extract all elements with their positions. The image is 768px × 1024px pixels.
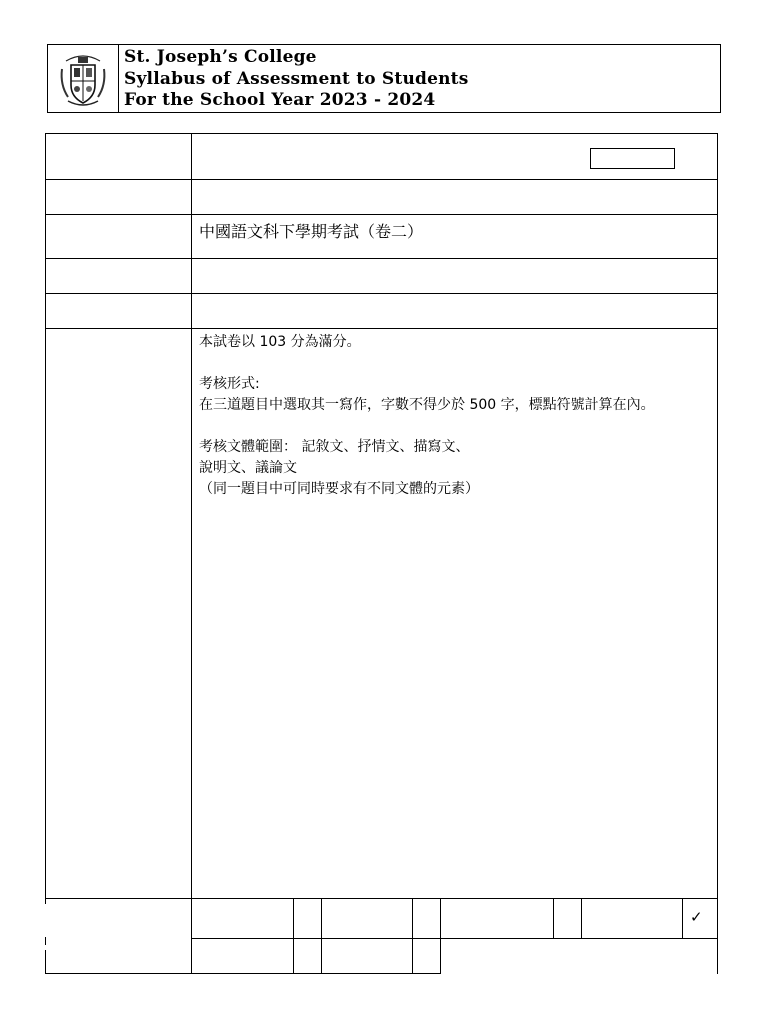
grid-line	[45, 950, 46, 974]
row-divider	[45, 973, 192, 974]
school-name: St. Joseph’s College	[124, 47, 317, 67]
exam-title: 中國語文科下學期考試（卷二）	[199, 222, 424, 241]
grid-line	[581, 898, 582, 939]
school-year: For the School Year 2023 - 2024	[124, 90, 436, 110]
row-divider	[45, 328, 718, 329]
format-text: 在三道題目中選取其一寫作，字數不得少於 500 字，標點符號計算在內。	[199, 397, 655, 413]
row-divider	[45, 898, 718, 899]
row-divider	[45, 179, 718, 180]
row-divider	[191, 938, 718, 939]
genres-note: （同一題目中可同時要求有不同文體的元素）	[199, 481, 479, 497]
grid-line	[293, 898, 294, 974]
row-divider	[191, 973, 441, 974]
grid-line	[682, 898, 683, 939]
school-crest-logo	[58, 51, 108, 107]
grid-line	[45, 898, 46, 904]
table-right-border	[717, 133, 718, 899]
syllabus-title: Syllabus of Assessment to Students	[124, 68, 469, 89]
grid-line	[321, 898, 322, 974]
format-label: 考核形式:	[199, 376, 260, 392]
grid-line	[717, 898, 718, 974]
table-top-border	[45, 133, 718, 134]
row-divider	[45, 258, 718, 259]
grid-line	[45, 937, 46, 945]
grid-line	[553, 898, 554, 939]
table-column-divider	[191, 133, 192, 974]
blank-box	[590, 148, 675, 169]
table-left-border	[45, 133, 46, 899]
row-divider	[45, 214, 718, 215]
header-title-block	[124, 47, 469, 112]
full-marks-text: 本試卷以 103 分為滿分。	[199, 334, 361, 350]
document-header	[47, 44, 721, 113]
grid-line	[440, 898, 441, 974]
row-divider	[45, 293, 718, 294]
genres-line1: 考核文體範圍： 記敘文、抒情文、描寫文、	[199, 439, 470, 455]
crest-cell	[48, 45, 119, 112]
content-cell	[199, 332, 655, 500]
genres-line2: 說明文、議論文	[199, 460, 297, 476]
grid-line	[412, 898, 413, 974]
checkmark: ✓	[690, 908, 703, 926]
